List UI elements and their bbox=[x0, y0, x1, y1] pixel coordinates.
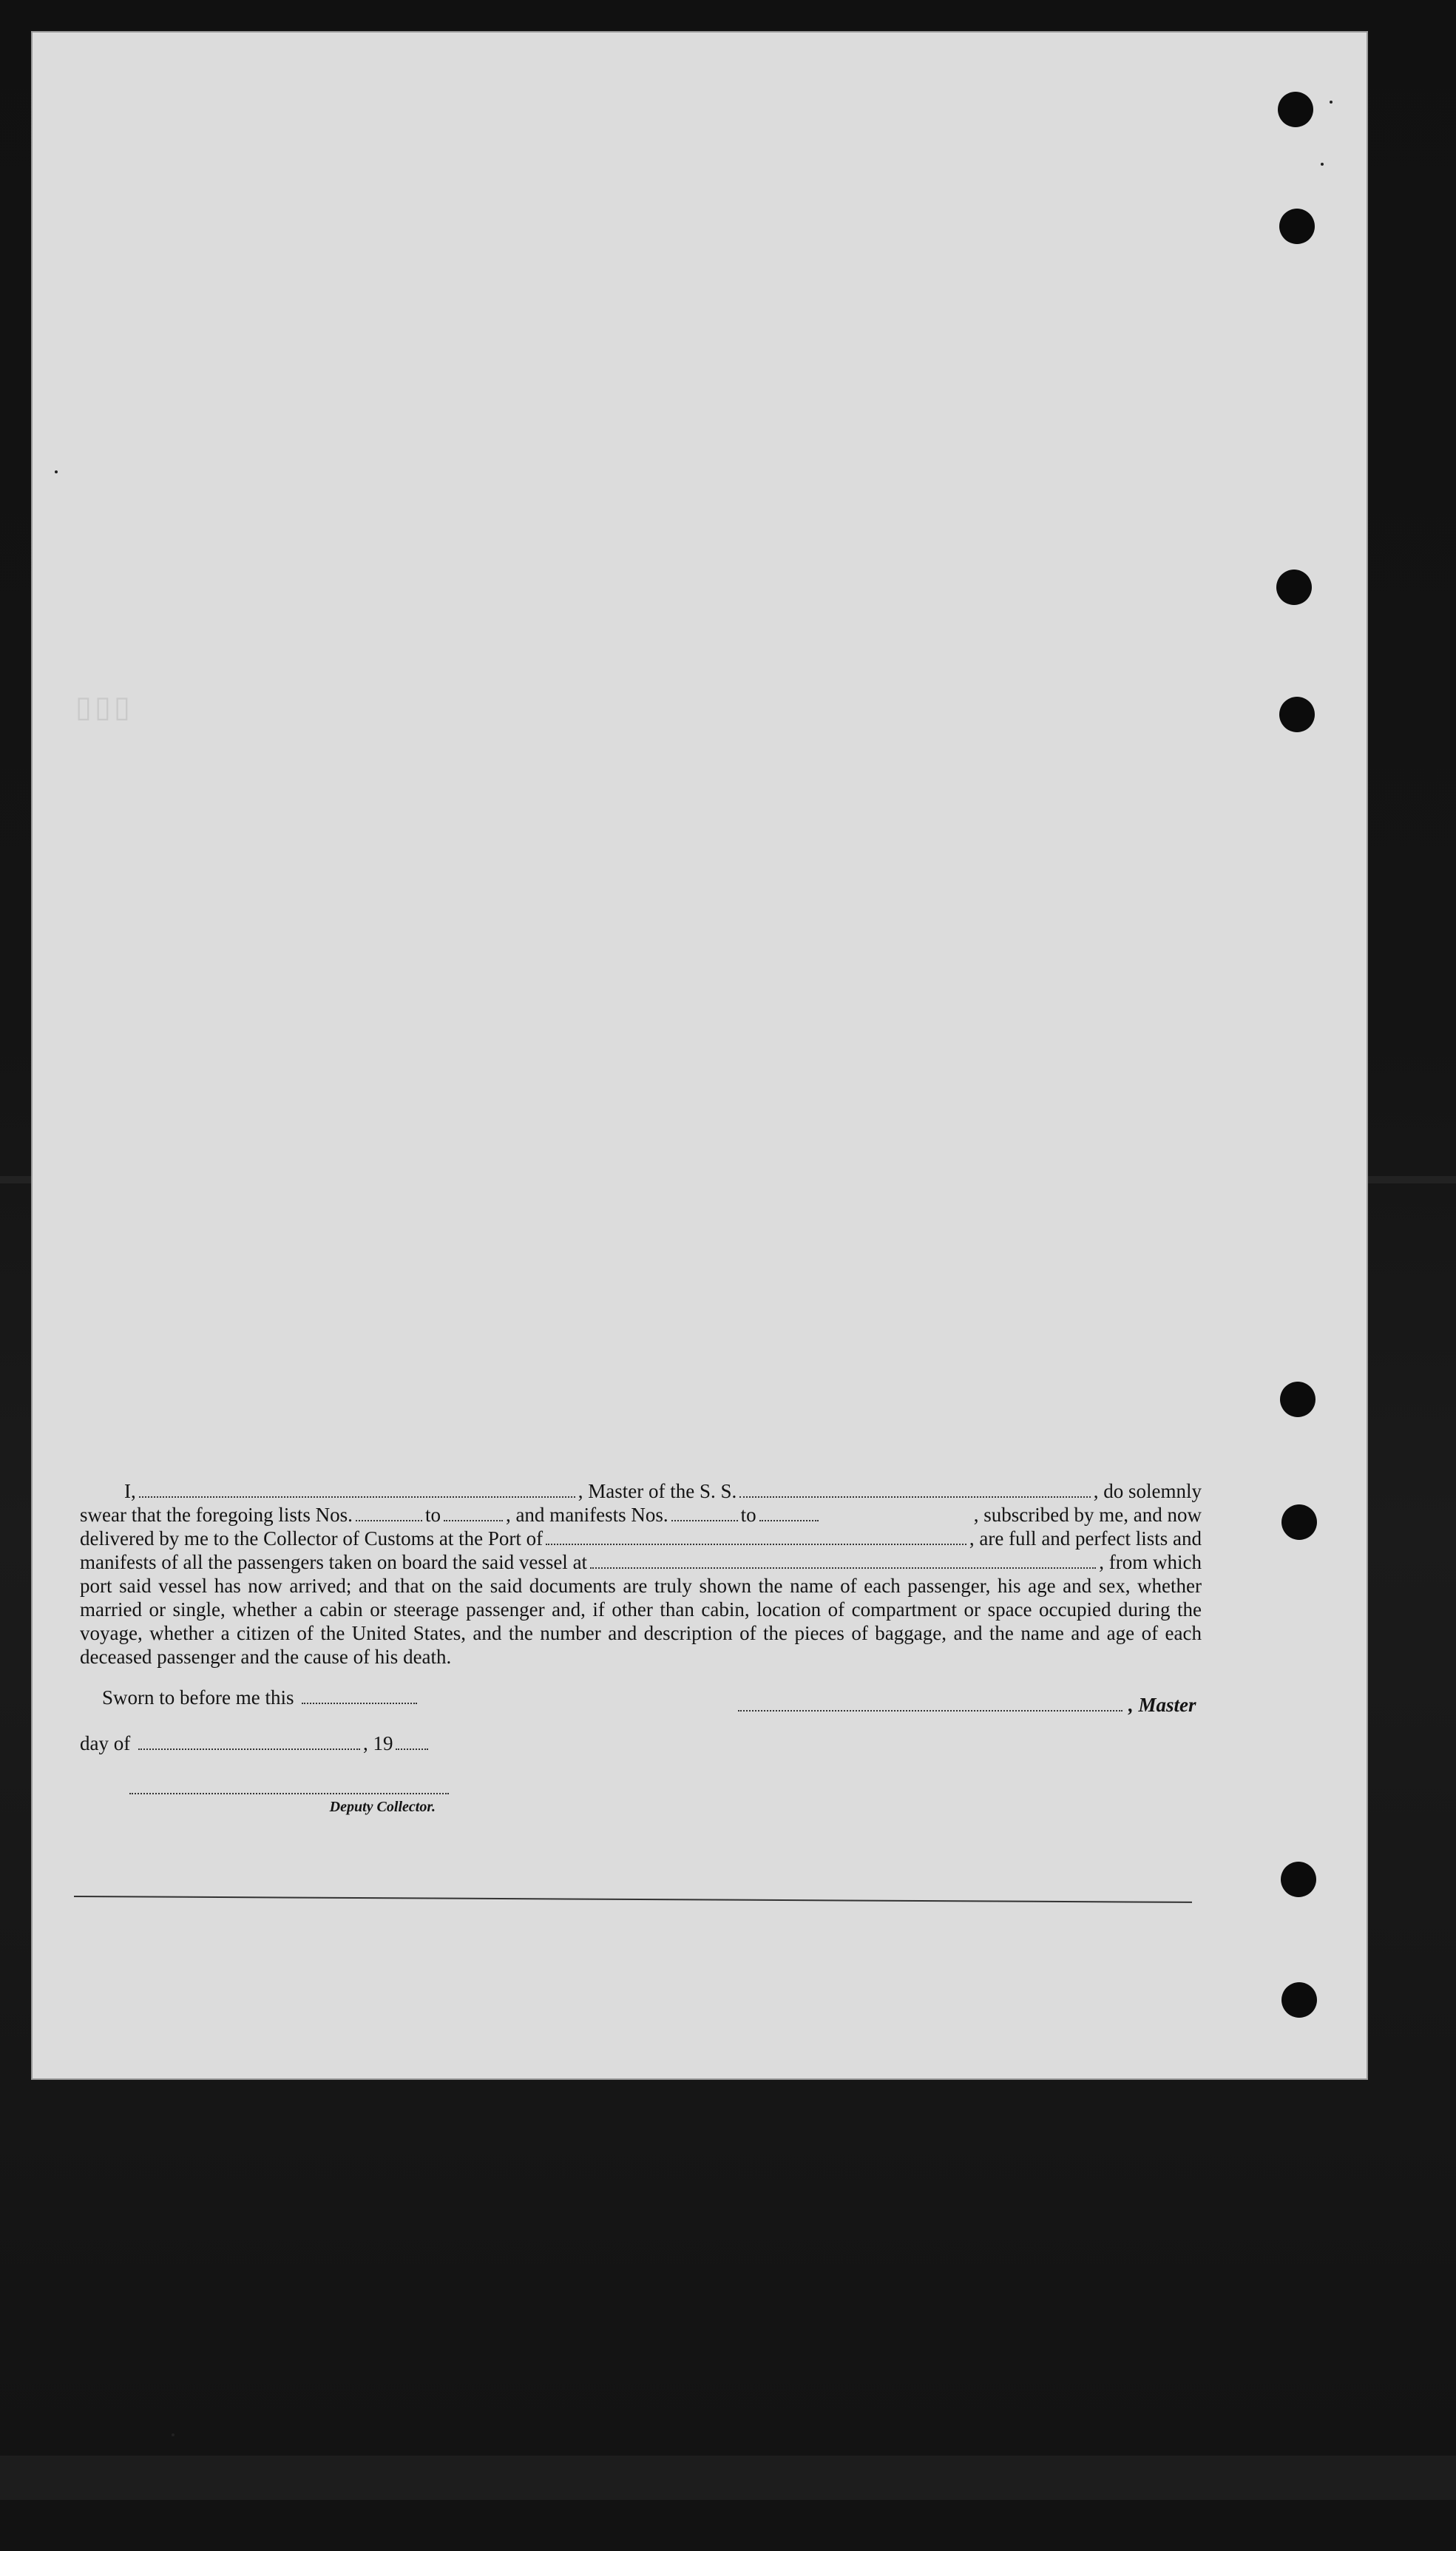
master-label: , Master bbox=[1128, 1694, 1196, 1716]
scan-band bbox=[0, 2456, 1456, 2500]
oath-delivered-label: delivered by me to the Collector of Customs at the Port of bbox=[80, 1527, 544, 1550]
list-from-blank bbox=[356, 1504, 422, 1521]
day-of-label: day of bbox=[80, 1732, 131, 1754]
punch-hole-icon bbox=[1279, 209, 1315, 244]
oath-line-3 bbox=[80, 1527, 1202, 1550]
manifest-to-blank bbox=[759, 1504, 819, 1521]
dust-speck bbox=[55, 470, 58, 473]
master-name-blank bbox=[139, 1480, 575, 1498]
oath-full-label: , are full and perfect lists and bbox=[969, 1527, 1202, 1550]
year-blank bbox=[396, 1732, 428, 1750]
dust-speck bbox=[1321, 163, 1324, 166]
oath-from-which-label: , from which bbox=[1099, 1551, 1202, 1573]
oath-manifests-of-label: manifests of all the passengers taken on board the said vessel at bbox=[80, 1551, 588, 1573]
sworn-label: Sworn to before me this bbox=[102, 1686, 294, 1709]
punch-hole-icon bbox=[1281, 1862, 1316, 1897]
document-page bbox=[31, 31, 1368, 2080]
oath-line-4 bbox=[80, 1550, 1202, 1574]
manifest-from-blank bbox=[671, 1504, 738, 1521]
sworn-before-me bbox=[102, 1686, 420, 1709]
master-signature-blank bbox=[738, 1694, 1123, 1712]
dust-speck bbox=[1330, 101, 1333, 104]
departure-port-blank bbox=[590, 1551, 1096, 1569]
deputy-collector-signature bbox=[129, 1775, 449, 1820]
sworn-date-blank bbox=[302, 1686, 417, 1704]
oath-i-label: I, bbox=[124, 1480, 136, 1502]
oath-master-of-label: , Master of the S. S. bbox=[578, 1480, 737, 1502]
punch-hole-icon bbox=[1276, 570, 1312, 605]
dust-speck bbox=[172, 2433, 175, 2436]
faint-stamp-mark: ▯▯▯ bbox=[75, 690, 134, 723]
oath-to2-label: to bbox=[740, 1504, 756, 1526]
collector-signature-blank bbox=[129, 1793, 449, 1794]
oath-line-2 bbox=[80, 1503, 1202, 1527]
vessel-name-blank bbox=[739, 1480, 1091, 1498]
oath-line-1 bbox=[80, 1479, 1202, 1503]
oath-subscribed-label: , subscribed by me, and now bbox=[973, 1504, 1202, 1526]
punch-hole-icon bbox=[1279, 697, 1315, 732]
master-oath bbox=[80, 1479, 1202, 1669]
master-signature bbox=[738, 1694, 1196, 1717]
punch-hole-icon bbox=[1281, 1982, 1317, 2018]
deputy-collector-label: Deputy Collector. bbox=[329, 1799, 436, 1815]
oath-manifests-label: , and manifests Nos. bbox=[505, 1504, 668, 1526]
oath-body: port said vessel has now arrived; and that on the said documents are truly shown the name of each passenger, his age and sex, whether married or single, whether a cabin or steerage passenger and, if other than cabin, location of compartment or space occupied during the voyage, whether a citizen of the United States, and the number and description of the pieces of baggage, and the name and age of each deceased passenger and the cause of his death. bbox=[80, 1575, 1202, 1668]
punch-hole-icon bbox=[1280, 1382, 1316, 1417]
port-blank bbox=[546, 1527, 966, 1545]
list-to-blank bbox=[444, 1504, 503, 1521]
oath-swear-label: swear that the foregoing lists Nos. bbox=[80, 1504, 353, 1526]
year-prefix-label: , 19 bbox=[362, 1732, 393, 1754]
oath-to-label: to bbox=[424, 1504, 441, 1526]
punch-hole-icon bbox=[1278, 92, 1313, 127]
oath-solemnly-label: , do solemnly bbox=[1093, 1480, 1202, 1502]
punch-hole-icon bbox=[1281, 1504, 1317, 1540]
day-month-blank bbox=[138, 1732, 360, 1750]
day-row bbox=[80, 1732, 431, 1755]
